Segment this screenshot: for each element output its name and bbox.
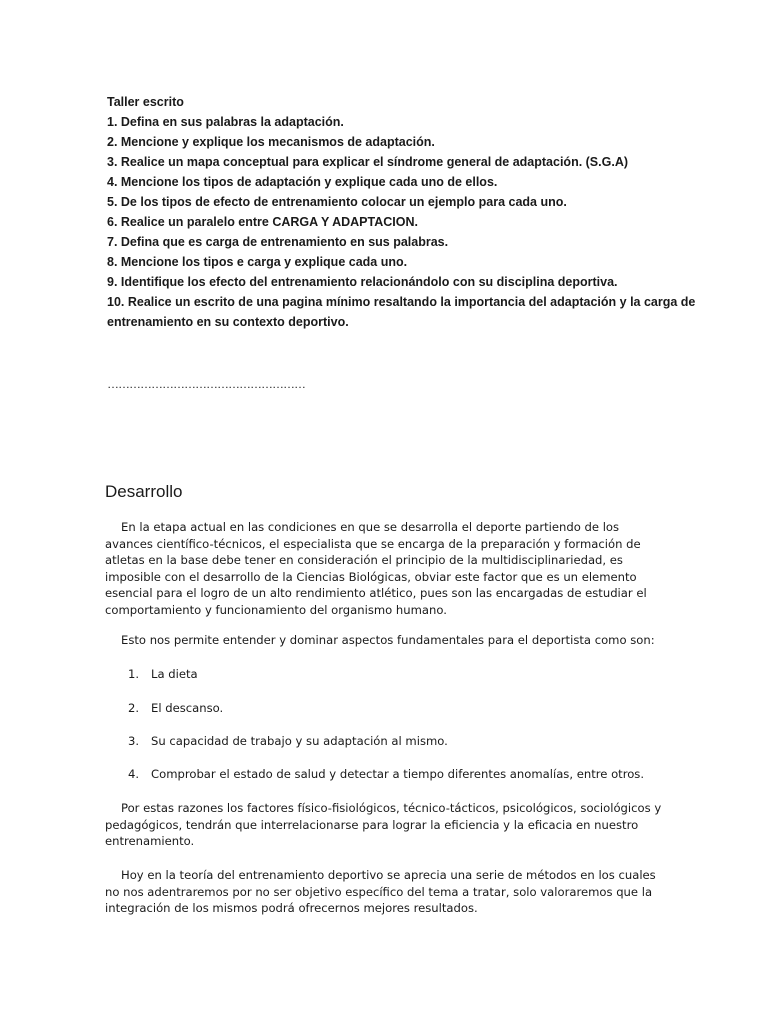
section-heading: Desarrollo <box>105 482 183 501</box>
taller-item: 7. Defina que es carga de entrenamiento en sus palabras. <box>107 235 449 249</box>
taller-item: 2. Mencione y explique los mecanismos de adaptación. <box>107 135 435 149</box>
list-number: 4. <box>128 767 140 781</box>
desarrollo-body <box>105 519 665 915</box>
list-number: 1. <box>128 667 140 681</box>
paragraph: Hoy en la teoría del entrenamiento deportivo se aprecia una serie de métodos en los cuales no nos adentraremos por no ser objetivo específico del tema a tratar, solo valoraremos que la integración de los mismos podrá ofrecernos mejores resultados. <box>105 868 656 915</box>
list-text: El descanso. <box>151 701 224 715</box>
paragraph: Esto nos permite entender y dominar aspectos fundamentales para el deportista como son: <box>121 633 655 647</box>
taller-item: 3. Realice un mapa conceptual para explicar el síndrome general de adaptación. (S.G.A) <box>107 155 629 169</box>
list-text: La dieta <box>151 667 198 681</box>
taller-item: 10. Realice un escrito de una pagina mínimo resaltando la importancia del adaptación y la carga de entrenamiento en su contexto deportivo. <box>107 295 696 329</box>
list-number: 2. <box>128 701 140 715</box>
list-number: 3. <box>128 734 140 748</box>
paragraph: En la etapa actual en las condiciones en que se desarrolla el deporte partiendo de los avances científico-técnicos, el especialista que se encarga de la preparación y formación de atletas en la base debe tener en consideración el principio de la multidisciplinariedad, es imposible con el desarrollo de la Ciencias Biológicas, obviar este factor que es un elemento esencial para el logro de un alto rendimiento atlético, pues son las encargadas de estudiar el comportamiento y funcionamiento del organismo humano. <box>105 520 647 617</box>
dotted-separator: ……………………………………………… <box>107 377 305 391</box>
taller-item: 5. De los tipos de efecto de entrenamiento colocar un ejemplo para cada uno. <box>107 195 567 209</box>
taller-item: 4. Mencione los tipos de adaptación y explique cada uno de ellos. <box>107 175 498 189</box>
list-text: Su capacidad de trabajo y su adaptación al mismo. <box>151 734 448 748</box>
taller-item: 9. Identifique los efecto del entrenamiento relacionándolo con su disciplina deportiva. <box>107 275 618 289</box>
taller-item: 8. Mencione los tipos e carga y explique cada uno. <box>107 255 408 269</box>
taller-item: 6. Realice un paralelo entre CARGA Y ADAPTACION. <box>107 215 418 229</box>
taller-title: Taller escrito <box>107 95 184 109</box>
list-text: Comprobar el estado de salud y detectar a tiempo diferentes anomalías, entre otros. <box>151 767 645 781</box>
paragraph: Por estas razones los factores físico-fisiológicos, técnico-tácticos, psicológicos, sociológicos y pedagógicos, tendrán que interrelacionarse para lograr la eficiencia y la eficacia en nuestro entrenamiento. <box>105 801 662 848</box>
taller-item: 1. Defina en sus palabras la adaptación. <box>107 115 344 129</box>
taller-section <box>107 92 707 332</box>
